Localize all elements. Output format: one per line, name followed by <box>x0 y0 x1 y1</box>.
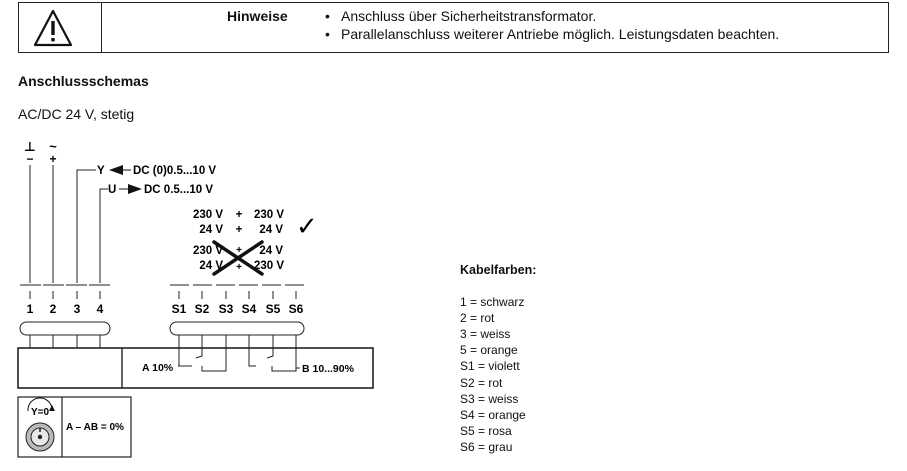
ground-symbol: ⊥ <box>24 139 36 154</box>
aux-terminal-label: S5 <box>265 302 281 316</box>
diagram-subtitle: AC/DC 24 V, stetig <box>18 106 135 122</box>
notice-item: • Anschluss über Sicherheitstransformator. <box>325 7 779 25</box>
combo-allowed-left: 24 V <box>199 224 223 236</box>
ac-symbol: ~ <box>49 139 57 154</box>
u-range: DC 0.5...10 V <box>144 184 214 196</box>
combo-forbidden-left: 24 V <box>199 260 223 272</box>
aux-terminal-label: S2 <box>194 302 210 316</box>
u-label: U <box>108 184 117 196</box>
switch-b-blade <box>267 348 273 358</box>
wire-3 <box>77 170 96 283</box>
section-title: Anschlussschemas <box>18 73 149 89</box>
ac-sign: + <box>49 152 57 166</box>
combo-forbidden-left: 230 V <box>192 245 223 257</box>
ground-sign: − <box>26 152 34 166</box>
wire-4 <box>100 189 108 283</box>
terminal-label: 2 <box>49 302 57 316</box>
cable-color-item: S3 = weiss <box>460 391 519 406</box>
switch-a-s1 <box>179 348 186 366</box>
notice-item: • Parallelanschluss weiterer Antriebe möglich. Leistungsdaten beachten. <box>325 25 779 43</box>
switch-b-s6 <box>272 348 296 371</box>
cable-color-item: S1 = violett <box>460 359 520 374</box>
rotary-knob-icon <box>26 423 54 451</box>
switch-b-s4 <box>249 348 256 366</box>
cable-color-item: 2 = rot <box>460 311 495 326</box>
terminal-label: 1 <box>26 302 34 316</box>
combo-forbidden-right: 230 V <box>254 260 285 272</box>
y-label: Y <box>97 165 105 177</box>
switch-a-label: A 10% <box>142 362 174 374</box>
switch-a-blade <box>196 348 202 358</box>
terminal-label: 4 <box>96 302 104 316</box>
cable-colors-legend <box>460 262 536 455</box>
cable-color-item: S5 = rosa <box>460 423 512 438</box>
aux-terminal-label: S3 <box>218 302 234 316</box>
combo-forbidden-op: + <box>236 245 242 256</box>
y-range: DC (0)0.5...10 V <box>133 165 217 177</box>
combo-allowed-right: 230 V <box>254 209 285 221</box>
cable-color-item: S2 = rot <box>460 375 503 390</box>
u-arrow-icon <box>128 184 142 194</box>
rotation-label: Y=0 <box>30 407 50 418</box>
y-arrow-icon <box>109 165 123 175</box>
combo-allowed-right: 24 V <box>259 224 283 236</box>
aux-terminal-label: S4 <box>241 302 257 316</box>
notice-heading: Hinweise <box>227 8 288 24</box>
combo-allowed-op: + <box>235 209 243 221</box>
combo-allowed-left: 230 V <box>192 209 223 221</box>
cable-bundle-main <box>20 322 110 335</box>
terminal-label: 3 <box>73 302 81 316</box>
aux-terminal-label: S6 <box>288 302 304 316</box>
cable-color-item: S4 = orange <box>460 407 526 422</box>
aux-terminal-label: S1 <box>171 302 187 316</box>
check-mark-icon: ✓ <box>296 211 318 241</box>
cable-color-item: S6 = grau <box>460 439 513 454</box>
cable-bundle-aux <box>170 322 304 335</box>
combo-forbidden-op: + <box>236 262 242 273</box>
combo-forbidden-right: 24 V <box>259 245 283 257</box>
cable-colors-title: Kabelfarben: <box>460 263 537 277</box>
cable-color-item: 3 = weiss <box>460 327 511 342</box>
cable-color-item: 1 = schwarz <box>460 295 525 310</box>
combo-allowed-op: + <box>235 224 243 236</box>
switch-a-s3 <box>202 348 226 371</box>
rotation-formula: A – AB = 0% <box>66 422 124 433</box>
switch-b-label: B 10...90% <box>302 363 354 375</box>
cable-color-item: 5 = orange <box>460 343 518 358</box>
